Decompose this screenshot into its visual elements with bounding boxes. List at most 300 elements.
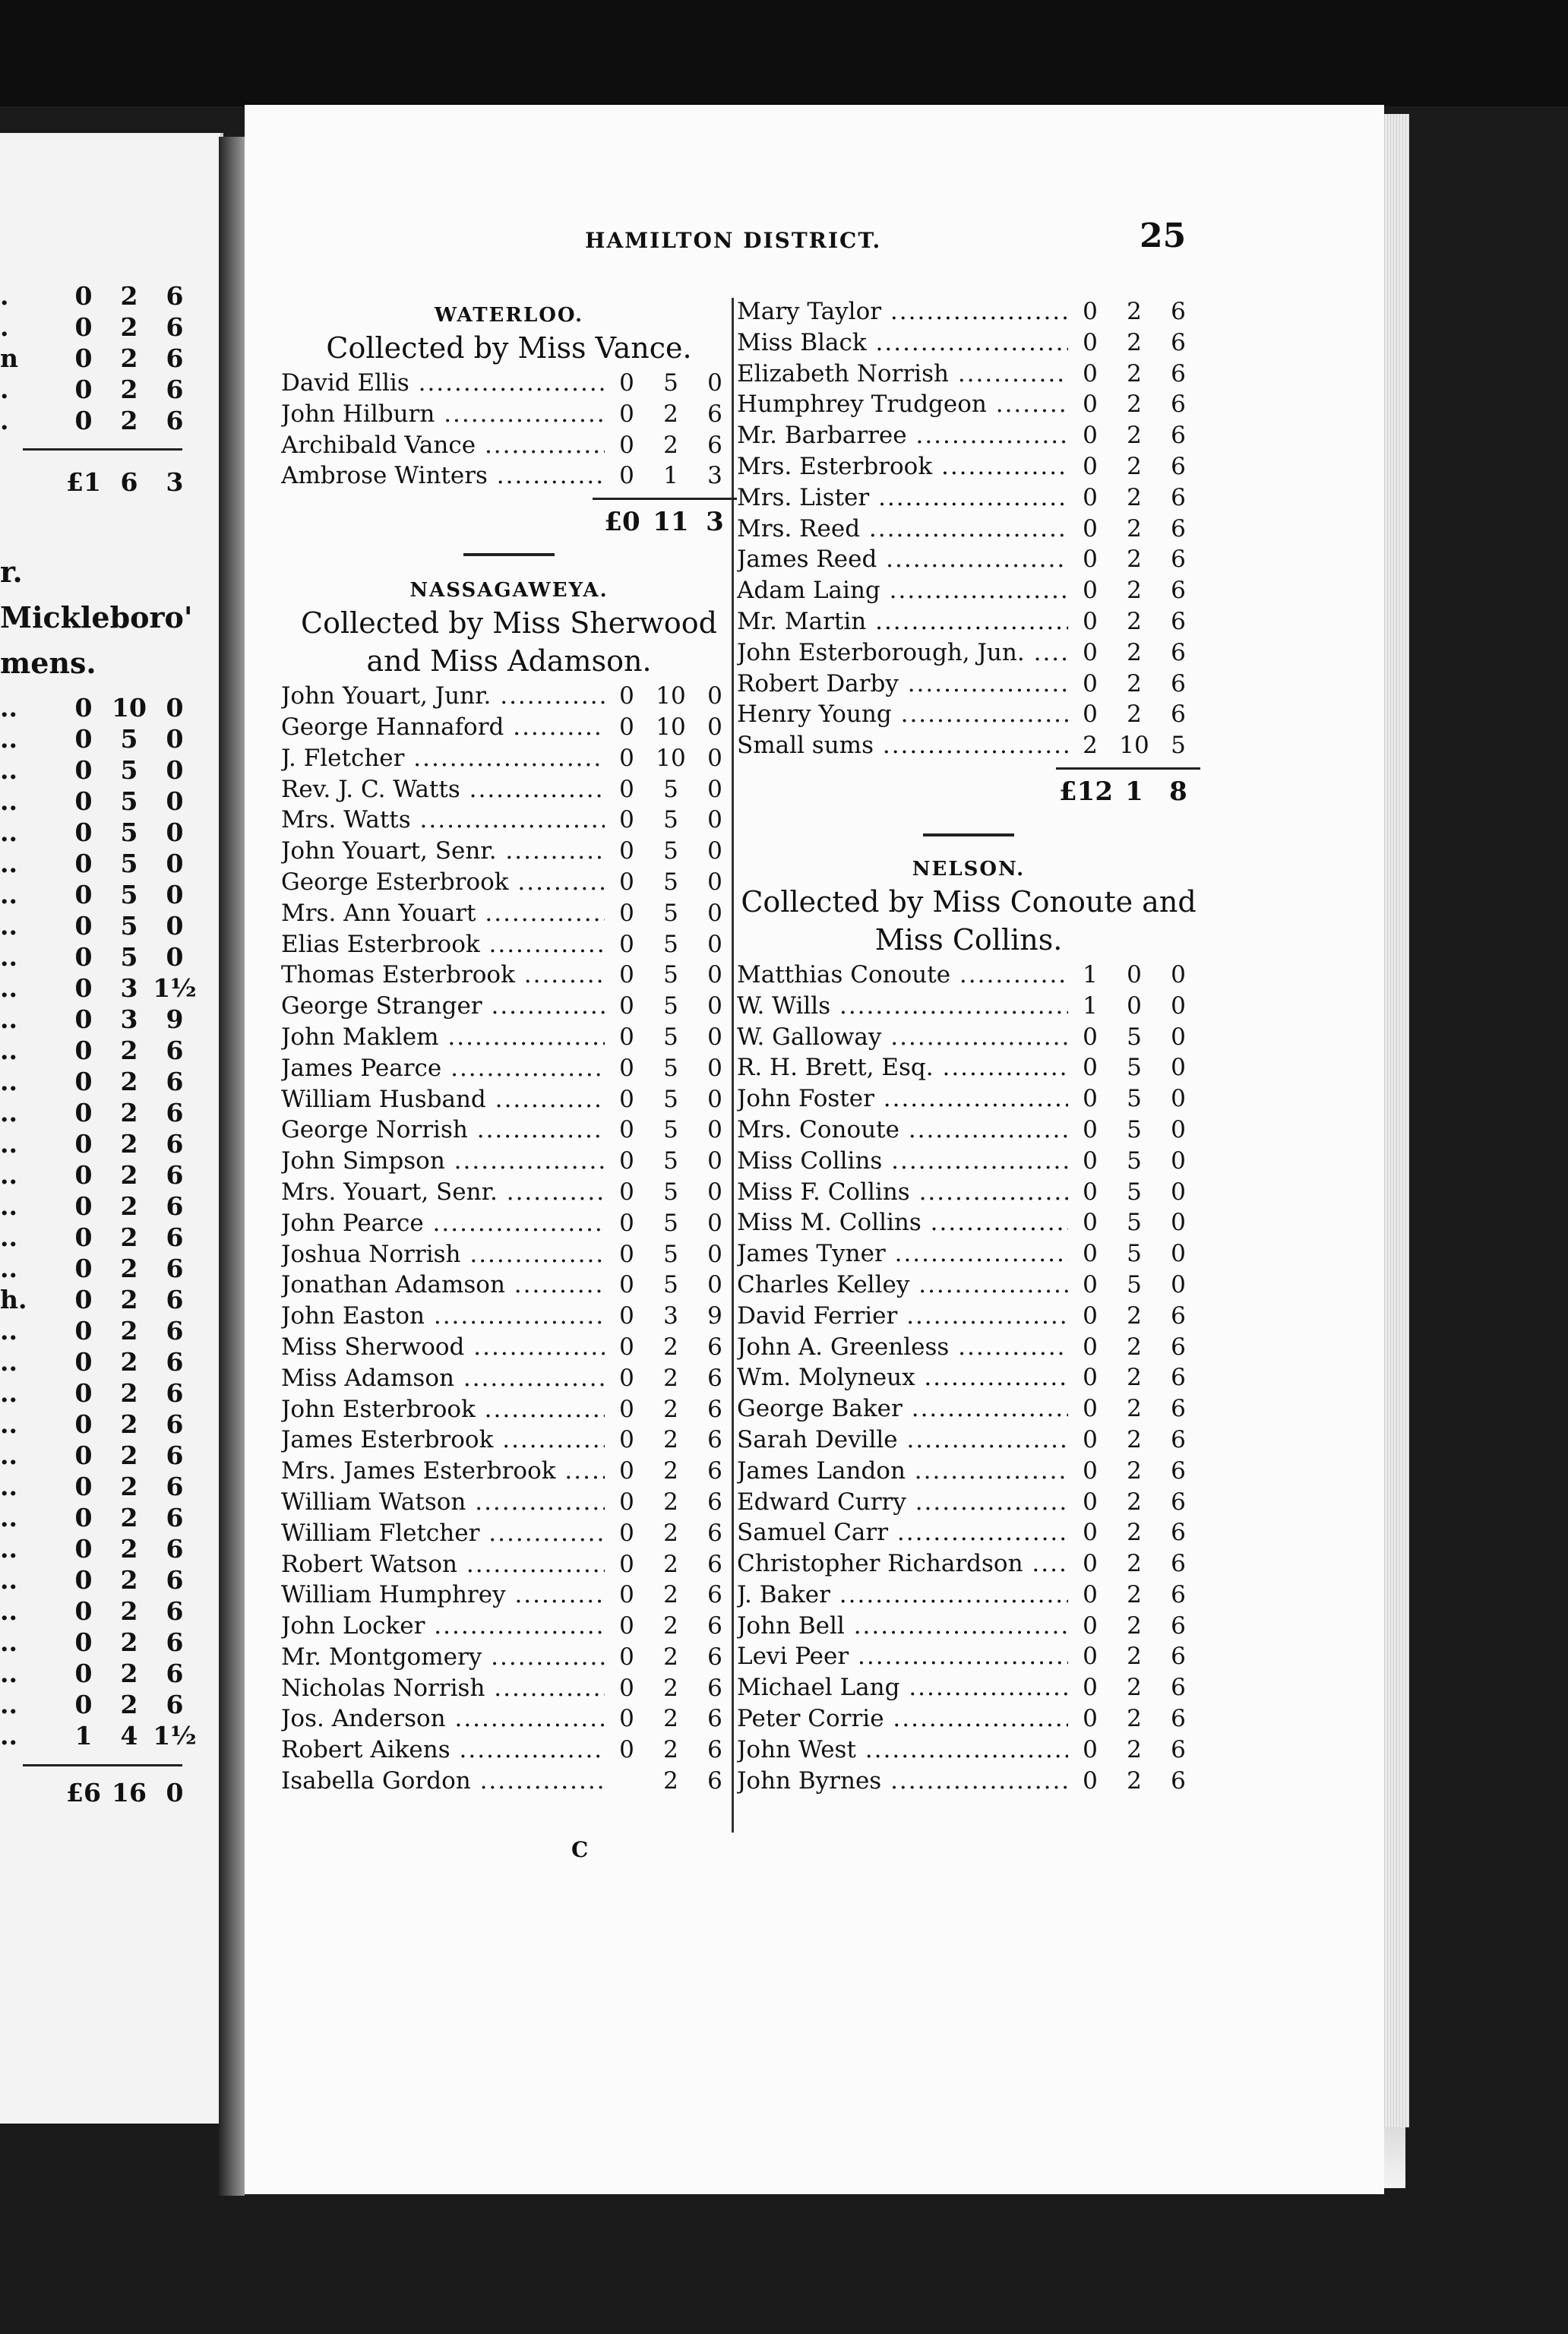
amount-shillings: 5 [1127, 1023, 1142, 1051]
contributor-name: Miss Adamson ..... [281, 1365, 605, 1392]
row-fragment: .. [0, 1316, 17, 1346]
contributor-name: John Bell ..... [737, 1612, 1068, 1640]
amount-pounds: 0 [619, 992, 634, 1020]
contributor-name: Samuel Carr ..... [737, 1519, 1068, 1546]
amount-pence: 1½ [153, 1721, 197, 1750]
contributor-name: William Watson ..... [281, 1488, 605, 1516]
list-row [0, 818, 198, 849]
amount-pounds: 0 [1083, 1085, 1098, 1113]
list-row [0, 1098, 198, 1129]
list-row [737, 1240, 1200, 1271]
amount-pounds: 0 [1083, 1115, 1098, 1143]
amount-pence: 9 [166, 1004, 184, 1034]
amount-pence: 6 [707, 1426, 722, 1454]
contributor-name: W. Galloway ..... [737, 1023, 1068, 1051]
list-row [281, 992, 737, 1023]
contributor-name: Christopher Richardson ..... [737, 1550, 1068, 1577]
amount-pence: 6 [166, 1627, 184, 1657]
amount-pounds: 0 [1083, 1674, 1098, 1702]
amount-shillings: 5 [120, 786, 138, 816]
amount-shillings: 5 [1127, 1240, 1142, 1268]
waterloo-total-rule [593, 498, 737, 500]
amount-pence: 0 [707, 713, 722, 741]
list-row [737, 1364, 1200, 1395]
amount-pence: 6 [166, 1565, 184, 1595]
contributor-name: Mrs. Ann Youart ..... [281, 900, 605, 927]
list-row [0, 1004, 198, 1036]
contributor-name: David Ellis ..... [281, 369, 605, 397]
list-row [737, 1643, 1200, 1674]
amount-pence: 6 [707, 1736, 722, 1764]
amount-shillings: 4 [120, 1721, 138, 1750]
list-row [0, 1191, 198, 1222]
amount-shillings: 2 [1127, 483, 1142, 511]
amount-shillings: 2 [1127, 514, 1142, 542]
continued-list [737, 298, 1200, 763]
contributor-name: George Stranger ..... [281, 992, 605, 1020]
amount-pence: 3 [707, 462, 722, 490]
amount-shillings: 0 [1127, 960, 1142, 988]
amount-pence: 6 [1171, 577, 1186, 605]
amount-pounds: 1 [1083, 960, 1098, 988]
amount-pence: 6 [166, 1472, 184, 1501]
amount-pence: 0 [707, 961, 722, 989]
amount-pounds: 0 [1083, 1705, 1098, 1733]
amount-pounds: 0 [619, 682, 634, 710]
amount-shillings: 5 [1127, 1178, 1142, 1206]
amount-shillings: 5 [663, 837, 678, 865]
contributor-name: Levi Peer ..... [737, 1643, 1068, 1670]
amount-pounds: 0 [74, 1316, 93, 1346]
amount-pounds: 0 [619, 806, 634, 834]
amount-pounds: 0 [1083, 1580, 1098, 1608]
contributor-name: Thomas Esterbrook ..... [281, 961, 605, 988]
amount-pounds: 0 [619, 1364, 634, 1392]
contributor-name: Henry Young ..... [737, 701, 1068, 728]
list-row [737, 453, 1200, 484]
amount-shillings: 2 [1127, 607, 1142, 635]
amount-pence: 6 [707, 400, 722, 428]
amount-pence: 6 [166, 1160, 184, 1190]
amount-shillings: 10 [656, 744, 686, 772]
amount-pence: 9 [707, 1302, 722, 1330]
amount-pounds: 0 [619, 369, 634, 397]
left-top-total-pounds: £1 [66, 467, 101, 497]
list-row [281, 682, 737, 713]
nassagaweya-heading: NASSAGAWEYA. [409, 579, 609, 602]
amount-shillings: 2 [120, 1222, 138, 1252]
left-fragment-2: Mickleboro' [0, 600, 193, 634]
amount-pounds: 0 [1083, 1240, 1098, 1268]
amount-pence: 0 [1171, 1085, 1186, 1113]
amount-pence: 6 [1171, 483, 1186, 511]
amount-pounds: 0 [619, 1488, 634, 1516]
amount-pounds: 0 [619, 961, 634, 989]
contributor-name: Mrs. Watts ..... [281, 806, 605, 833]
contributor-name: Sarah Deville ..... [737, 1426, 1068, 1453]
list-row [0, 942, 198, 973]
amount-shillings: 2 [120, 375, 138, 404]
amount-shillings: 2 [1127, 1705, 1142, 1733]
amount-shillings: 2 [663, 431, 678, 459]
list-row [281, 931, 737, 962]
amount-shillings: 0 [1127, 991, 1142, 1020]
contributor-name: John West ..... [737, 1736, 1068, 1763]
amount-pounds: 0 [74, 1472, 93, 1501]
amount-pounds: 0 [1083, 1519, 1098, 1547]
nelson-collector-line-2: Miss Collins. [874, 922, 1063, 957]
contributor-name: John Esterbrook ..... [281, 1396, 605, 1423]
list-row [737, 1023, 1200, 1055]
amount-pounds: 0 [1083, 1023, 1098, 1051]
row-fragment: .. [0, 973, 17, 1003]
list-row [737, 732, 1200, 763]
amount-pence: 0 [166, 755, 184, 785]
amount-shillings: 2 [120, 1627, 138, 1657]
amount-shillings: 5 [120, 849, 138, 878]
amount-pence: 6 [166, 1254, 184, 1283]
row-fragment: .. [0, 1254, 17, 1283]
amount-pence: 0 [707, 868, 722, 896]
amount-shillings: 5 [120, 942, 138, 972]
list-row [0, 312, 198, 343]
amount-shillings: 5 [663, 1054, 678, 1082]
amount-pence: 6 [707, 1364, 722, 1392]
amount-pence: 6 [166, 1285, 184, 1314]
list-row [281, 1241, 737, 1272]
amount-pounds: 0 [619, 1023, 634, 1051]
contributor-name: David Ferrier ..... [737, 1302, 1068, 1330]
list-row [0, 1409, 198, 1441]
continued-total-pounds: £12 [1059, 776, 1113, 807]
amount-pounds: 0 [619, 1550, 634, 1578]
amount-pence: 0 [1171, 1146, 1186, 1175]
amount-shillings: 2 [120, 1441, 138, 1470]
row-fragment: .. [0, 880, 17, 909]
amount-pounds: 0 [74, 1627, 93, 1657]
list-row [737, 422, 1200, 453]
row-fragment: .. [0, 693, 17, 723]
amount-pounds: 0 [74, 1004, 93, 1034]
amount-shillings: 2 [1127, 1643, 1142, 1671]
amount-shillings: 5 [663, 992, 678, 1020]
amount-pence: 6 [1171, 1519, 1186, 1547]
amount-shillings: 2 [1127, 1519, 1142, 1547]
amount-pence: 6 [1171, 1705, 1186, 1733]
amount-pence: 0 [707, 1116, 722, 1144]
amount-pence: 6 [166, 1067, 184, 1096]
contributor-name: John Maklem ..... [281, 1023, 605, 1051]
amount-shillings: 2 [120, 1160, 138, 1190]
contributor-name: Miss Collins ..... [737, 1147, 1068, 1175]
amount-pence: 0 [1171, 1115, 1186, 1143]
amount-pence: 6 [166, 1534, 184, 1564]
row-fragment: .. [0, 942, 17, 972]
amount-shillings: 5 [663, 1178, 678, 1206]
contributor-name: R. H. Brett, Esq. ..... [737, 1054, 1068, 1081]
amount-pence: 6 [166, 1596, 184, 1626]
list-row [281, 1086, 737, 1117]
amount-shillings: 2 [1127, 1333, 1142, 1361]
amount-pounds: 0 [74, 818, 93, 847]
amount-shillings: 5 [663, 806, 678, 834]
amount-pounds: 0 [1083, 483, 1098, 511]
amount-pence: 0 [166, 911, 184, 941]
waterloo-total-shillings: 11 [653, 507, 689, 538]
amount-pounds: 0 [74, 281, 93, 311]
contributor-name: Mrs. Lister ..... [737, 484, 1068, 511]
row-fragment: .. [0, 1721, 17, 1750]
amount-pence: 0 [707, 806, 722, 834]
row-fragment: .. [0, 1160, 17, 1190]
amount-pounds: 0 [619, 462, 634, 490]
list-row [281, 369, 737, 400]
amount-shillings: 3 [120, 1004, 138, 1034]
left-total-pounds: £6 [66, 1778, 101, 1807]
list-row [281, 1365, 737, 1396]
amount-pounds: 0 [74, 1254, 93, 1283]
amount-pounds: 0 [1083, 391, 1098, 419]
list-row [0, 1534, 198, 1565]
amount-pence: 6 [1171, 391, 1186, 419]
row-fragment: .. [0, 1690, 17, 1719]
amount-pence: 6 [166, 1409, 184, 1439]
amount-pence: 0 [166, 818, 184, 847]
amount-shillings: 1 [663, 462, 678, 490]
amount-shillings: 5 [663, 1147, 678, 1175]
list-row [737, 1085, 1200, 1116]
list-row [0, 755, 198, 786]
list-row [0, 849, 198, 880]
list-row [0, 973, 198, 1004]
amount-pounds: 0 [1083, 546, 1098, 574]
list-row [0, 1596, 198, 1627]
list-row [281, 1767, 737, 1798]
amount-shillings: 5 [663, 1240, 678, 1268]
amount-shillings: 2 [663, 1488, 678, 1516]
amount-shillings: 2 [120, 1659, 138, 1688]
list-row [737, 1767, 1200, 1798]
amount-pence: 6 [1171, 1333, 1186, 1361]
amount-pence: 6 [707, 1395, 722, 1423]
list-row [737, 992, 1200, 1023]
amount-pounds: 0 [74, 1690, 93, 1719]
list-row [737, 298, 1200, 329]
contributor-name: John Youart, Senr. ..... [281, 837, 605, 865]
amount-pounds: 0 [74, 1409, 93, 1439]
list-row [737, 329, 1200, 360]
amount-pounds: 0 [619, 1581, 634, 1609]
amount-pounds: 0 [74, 312, 93, 342]
amount-shillings: 2 [1127, 328, 1142, 356]
amount-shillings: 2 [663, 1426, 678, 1454]
amount-shillings: 5 [663, 775, 678, 803]
contributor-name: Miss F. Collins ..... [737, 1178, 1068, 1206]
amount-pence: 6 [707, 1519, 722, 1547]
row-fragment: .. [0, 724, 17, 754]
contributor-name: Mr. Martin ..... [737, 608, 1068, 635]
row-fragment: .. [0, 1472, 17, 1501]
amount-pounds: 0 [619, 1333, 634, 1361]
amount-pounds: 0 [1083, 1333, 1098, 1361]
list-row [281, 1210, 737, 1241]
list-row [737, 701, 1200, 732]
contributor-name: John Simpson ..... [281, 1147, 605, 1175]
row-fragment: .. [0, 1409, 17, 1439]
list-row [737, 1147, 1200, 1178]
waterloo-list [281, 369, 737, 493]
scan-background-top [0, 0, 1568, 106]
list-row [281, 400, 737, 432]
amount-pounds: 0 [1083, 1611, 1098, 1640]
contributor-name: John Youart, Junr. ..... [281, 682, 605, 710]
list-row [737, 484, 1200, 515]
list-row [737, 1457, 1200, 1488]
amount-pounds: 0 [74, 755, 93, 785]
row-fragment: .. [0, 1627, 17, 1657]
list-row [737, 1705, 1200, 1736]
contributor-name: Isabella Gordon ..... [281, 1767, 605, 1795]
list-row [737, 1178, 1200, 1210]
amount-shillings: 2 [663, 1333, 678, 1361]
list-row [737, 1488, 1200, 1520]
amount-pounds: 0 [74, 1659, 93, 1688]
contributor-name: Mary Taylor ..... [737, 298, 1068, 325]
row-fragment: .. [0, 1067, 17, 1096]
contributor-name: Elizabeth Norrish ..... [737, 360, 1068, 387]
amount-pence: 0 [1171, 991, 1186, 1020]
contributor-name: James Tyner ..... [737, 1240, 1068, 1267]
amount-pounds: 0 [1083, 1270, 1098, 1298]
amount-pence: 6 [1171, 607, 1186, 635]
amount-shillings: 2 [1127, 1364, 1142, 1392]
amount-pence: 6 [1171, 1735, 1186, 1763]
amount-pounds: 0 [1083, 514, 1098, 542]
amount-pounds: 2 [1083, 732, 1098, 760]
amount-shillings: 2 [1127, 1611, 1142, 1640]
contributor-name: Humphrey Trudgeon ..... [737, 391, 1068, 418]
contributor-name: William Humphrey ..... [281, 1581, 605, 1608]
amount-pounds: 0 [619, 1240, 634, 1268]
amount-shillings: 2 [120, 1472, 138, 1501]
amount-pounds: 0 [74, 343, 93, 373]
amount-pounds: 0 [619, 1426, 634, 1454]
list-row [737, 1519, 1200, 1550]
amount-shillings: 2 [120, 1098, 138, 1127]
left-column [281, 298, 737, 1798]
list-row [0, 1160, 198, 1191]
amount-shillings: 2 [120, 1596, 138, 1626]
amount-pounds: 0 [74, 849, 93, 878]
row-fragment: .. [0, 1378, 17, 1408]
amount-pence: 6 [166, 375, 184, 404]
amount-pence: 0 [707, 1240, 722, 1268]
amount-pounds: 0 [619, 713, 634, 741]
amount-pence: 0 [707, 837, 722, 865]
contributor-name: Mrs. Youart, Senr. ..... [281, 1178, 605, 1206]
list-row [0, 1721, 198, 1752]
contributor-name: Mr. Barbarree ..... [737, 422, 1068, 449]
list-row [0, 786, 198, 818]
contributor-name: Miss Sherwood ..... [281, 1333, 605, 1361]
list-row [0, 1378, 198, 1409]
nelson-heading: NELSON. [912, 857, 1026, 881]
amount-pence: 6 [707, 1457, 722, 1485]
amount-pence: 6 [166, 343, 184, 373]
amount-shillings: 5 [1127, 1115, 1142, 1143]
list-row [281, 806, 737, 837]
amount-pounds: 0 [619, 775, 634, 803]
list-row [0, 1627, 198, 1659]
amount-pounds: 0 [1083, 1735, 1098, 1763]
amount-shillings: 2 [1127, 1301, 1142, 1330]
amount-shillings: 2 [120, 1534, 138, 1564]
list-row [737, 639, 1200, 670]
contributor-name: Miss Black ..... [737, 329, 1068, 356]
contributor-name: Matthias Conoute ..... [737, 961, 1068, 988]
contributor-name: Wm. Molyneux ..... [737, 1364, 1068, 1391]
amount-pounds: 0 [74, 1378, 93, 1408]
amount-pounds: 0 [619, 1705, 634, 1733]
left-page-total-rule [23, 1764, 182, 1766]
list-row [281, 1178, 737, 1210]
list-row [281, 1581, 737, 1612]
contributor-name: George Hannaford ..... [281, 713, 605, 741]
amount-pounds: 0 [619, 1054, 634, 1082]
list-row [0, 1503, 198, 1534]
amount-shillings: 5 [1127, 1209, 1142, 1237]
nassagaweya-list [281, 682, 737, 1798]
list-row [281, 713, 737, 745]
amount-pounds: 1 [74, 1721, 93, 1750]
contributor-name: John A. Greenless ..... [737, 1333, 1068, 1361]
amount-shillings: 2 [663, 1395, 678, 1423]
list-row [0, 1347, 198, 1378]
amount-pounds: 0 [1083, 298, 1098, 325]
amount-pounds: 0 [619, 1612, 634, 1640]
list-row [737, 1333, 1200, 1365]
amount-pence: 6 [707, 1643, 722, 1671]
list-row [281, 1705, 737, 1736]
row-fragment: .. [0, 786, 17, 816]
amount-pounds: 0 [1083, 1425, 1098, 1453]
row-fragment: .. [0, 1596, 17, 1626]
contributor-name: Jos. Anderson ..... [281, 1705, 605, 1732]
book-gutter [219, 137, 245, 2196]
amount-pounds: 0 [619, 1674, 634, 1702]
amount-pounds: 0 [1083, 1643, 1098, 1671]
list-row [281, 1302, 737, 1333]
amount-pence: 0 [1171, 1240, 1186, 1268]
contributor-name: James Esterbrook ..... [281, 1426, 605, 1453]
amount-pence: 6 [166, 1036, 184, 1065]
amount-pence: 5 [1171, 732, 1186, 760]
amount-shillings: 2 [663, 1643, 678, 1671]
amount-shillings: 5 [120, 724, 138, 754]
amount-shillings: 2 [1127, 1395, 1142, 1423]
list-row [737, 1302, 1200, 1333]
amount-shillings: 5 [663, 369, 678, 397]
amount-pounds: 0 [74, 406, 93, 435]
amount-pounds: 0 [619, 899, 634, 927]
left-page-total [0, 1778, 198, 1809]
row-fragment: .. [0, 1191, 17, 1221]
amount-pence: 6 [166, 1690, 184, 1719]
amount-pounds: 0 [619, 1302, 634, 1330]
amount-pence: 0 [707, 369, 722, 397]
amount-pence: 6 [707, 1767, 722, 1795]
list-row [0, 693, 198, 724]
